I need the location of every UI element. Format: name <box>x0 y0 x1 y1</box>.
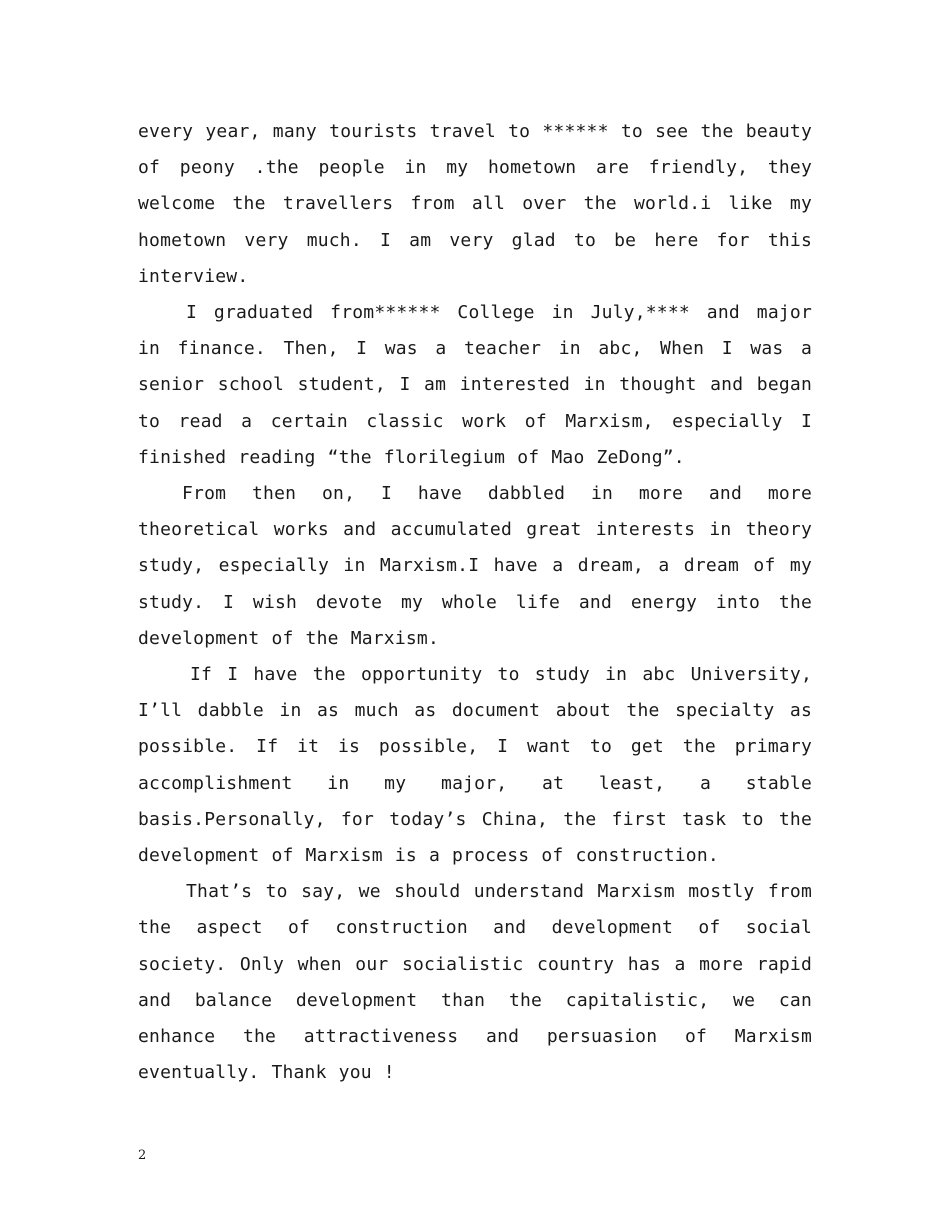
document-body <box>138 114 812 1091</box>
paragraph-conclusion: That’s to say, we should understand Marxism mostly from the aspect of construction and development of social society. Only when our socialistic country has a more rapid and balance development than the capitalistic, we can enhance the attractiveness and persuasion of Marxism eventually. Thank you ! <box>138 881 812 1084</box>
paragraph-education: I graduated from****** College in July,**** and major in finance. Then, I was a teacher in abc, When I was a senior school student, I am interested in thought and began to read a certain classic work of Marxism, especially I finished reading “the florilegium of Mao ZeDong”. <box>138 302 812 468</box>
paragraph-hometown: every year, many tourists travel to ****** to see the beauty of peony .the people in my hometown are friendly, they welcome the travellers from all over the world.i like my hometown very much. I am very glad to be here for this interview. <box>138 121 812 287</box>
page-number: 2 <box>138 1148 147 1163</box>
paragraph-study-plan: If I have the opportunity to study in abc University, I’ll dabble in as much as document about the specialty as possible. If it is possible, I want to get the primary accomplishment in my major, at least, a stable basis.Personally, for today’s China, the first task to the development of Marxism is a process of construction. <box>138 664 812 867</box>
paragraph-theoretical-works: From then on, I have dabbled in more and more theoretical works and accumulated great interests in theory study, especially in Marxism.I have a dream, a dream of my study. I wish devote my whole life and energy into the development of the Marxism. <box>138 483 812 649</box>
